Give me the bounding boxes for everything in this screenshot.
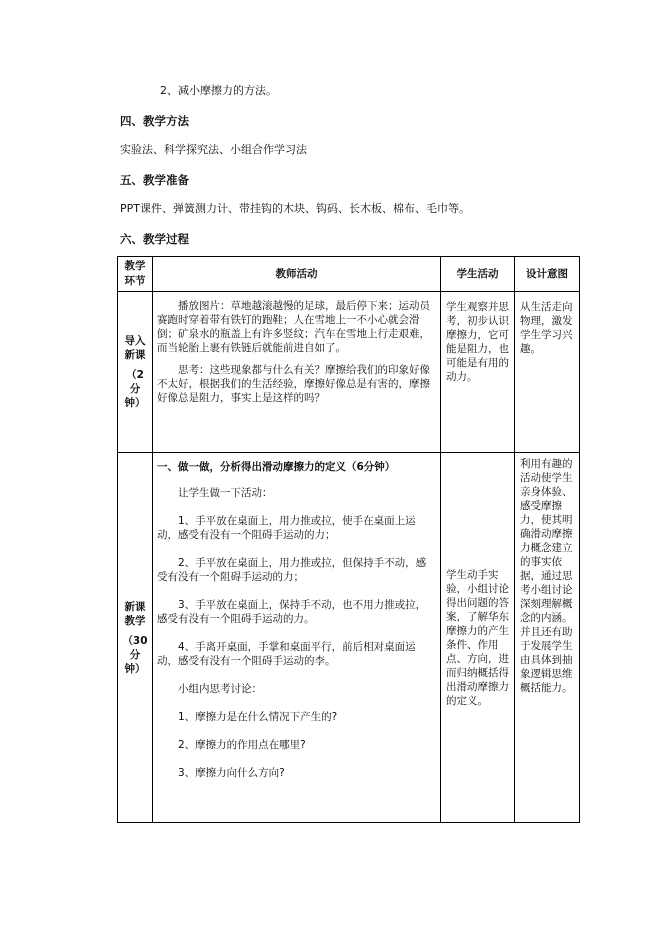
teacher-activity-title: 一、做一做，分析得出滑动摩擦力的定义（6分钟） [157,461,396,473]
table-row [118,292,580,453]
design-intent-intro: 从生活走向物理，激发学生学习兴趣。 [515,292,580,453]
header-teacher-activity: 教师活动 [153,257,441,292]
list-item-reduce-friction: 2、减小摩擦力的方法。 [160,84,277,97]
stage-name: 导入新课 [124,335,146,361]
section-heading-process: 六、教学过程 [120,232,189,246]
table-header-row [118,257,580,292]
student-activity-intro: 学生观察并思考，初步认识摩擦力，它可能是阻力，也可能是有用的动力。 [441,292,515,453]
stage-time: （2分钟） [124,369,146,409]
stage-cell-new-lesson [118,453,153,823]
section-text-preparation: PPT课件、弹簧测力计、带挂钩的木块、钩码、长木板、棉布、毛巾等。 [120,202,470,215]
stage-cell-intro [118,292,153,453]
teacher-line: 3、摩擦力向什么方向? [178,767,285,779]
teacher-activity-intro [153,292,441,453]
section-heading-preparation: 五、教学准备 [120,173,189,187]
teacher-line: 小组内思考讨论： [178,683,262,695]
header-student-activity: 学生活动 [441,257,515,292]
header-design-intent: 设计意图 [515,257,580,292]
student-activity-new-lesson: 学生动手实验，小组讨论得出问题的答案，了解华东摩擦力的产生条件、作用点、方向，进而归纳概括得出滑动摩擦力的定义。 [441,453,515,823]
teacher-line: 3、手平放在桌面上，保持手不动，也不用力推或拉，感受有没有一个阻碍手运动的力。 [157,599,427,625]
teacher-line: 1、摩擦力是在什么情况下产生的? [178,711,338,723]
teacher-line: 2、摩擦力的作用点在哪里? [178,739,306,751]
teacher-line: 1、手平放在桌面上，用力推或拉，使手在桌面上运动，感受有没有一个阻碍手运动的力； [157,515,416,541]
section-heading-methods: 四、教学方法 [120,114,189,128]
design-intent-new-lesson: 利用有趣的活动使学生亲身体验、感受摩擦力，使其明确滑动摩擦力概念建立的事实依据，通过思考小组讨论深刻理解概念的内涵。并且还有助于发展学生由具体到抽象逻辑思维概括能力。 [515,453,580,823]
header-stage: 教学环节 [118,257,153,292]
teacher-paragraph: 播放图片：草地越滚越慢的足球，最后停下来；运动员赛跑时穿着带有铁钉的跑鞋；人在雪地上一不小心就会滑倒；矿泉水的瓶盖上有许多竖纹；汽车在雪地上行走艰难，而当轮胎上裹有铁链后就能前进自如了。 [157,300,430,354]
teacher-line: 让学生做一下活动： [178,487,273,499]
stage-name: 新课教学 [124,600,146,627]
teacher-paragraph: 思考：这些现象都与什么有关？摩擦给我们的印象好像不太好，根据我们的生活经验，摩擦好像总是有害的，摩擦好像总是阻力，事实上是这样的吗？ [157,364,430,404]
teacher-line: 4、手离开桌面，手掌和桌面平行，前后相对桌面运动，感受有没有一个阻碍手运动的李。 [157,641,416,667]
teacher-line: 2、手平放在桌面上，用力推或拉，但保持手不动，感受有没有一个阻碍手运动的力； [157,557,427,583]
stage-time: （30分钟） [122,634,148,675]
section-text-methods: 实验法、科学探究法、小组合作学习法 [120,143,307,156]
teaching-process-table [117,256,580,823]
table-row [118,453,580,823]
teacher-activity-new-lesson [153,453,441,823]
